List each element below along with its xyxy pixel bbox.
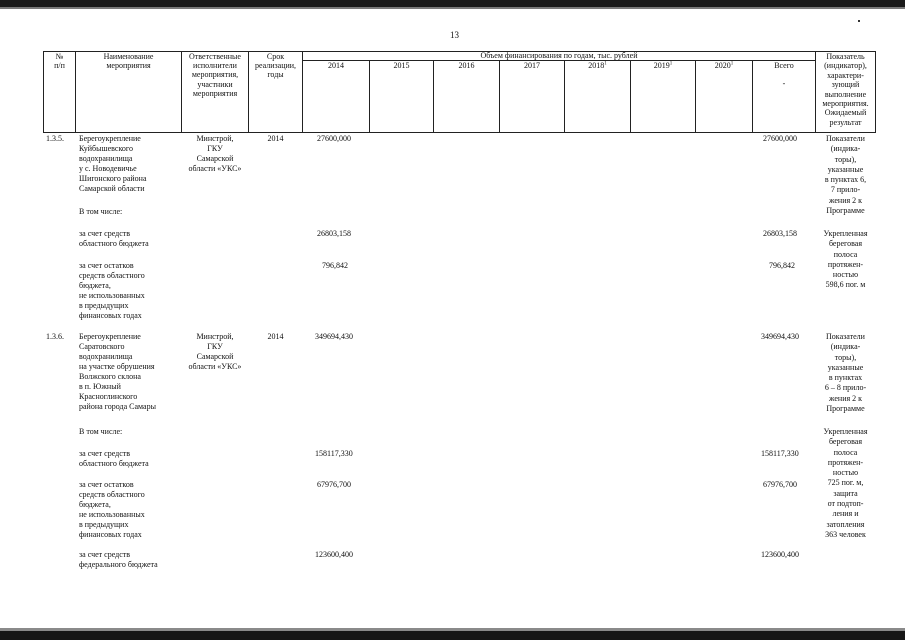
header-year-2019: 2019$^1$ [653,61,673,70]
col-border-2017 [499,60,500,133]
subrow-amount-total: 67976,700 [763,480,797,489]
row-amount-total: 349694,430 [761,332,799,341]
row-amount-total: 27600,000 [763,134,797,143]
row-including-label: В том числе: [79,427,123,436]
header-year-2020: 2020$^1$ [714,61,734,70]
col-border-2020 [695,60,696,133]
page-number: 13 [450,30,459,40]
scan-top-border [0,0,905,7]
subrow-name: за счет остатков средств областного бюджета, не использованных в предыдущих финансовых годах [79,261,145,320]
subrow-amount-2014: 123600,400 [315,550,353,559]
subrow-amount-2014: 158117,330 [315,449,353,458]
row-number: 1.3.5. [46,134,64,143]
header-name: Наименование мероприятия [103,52,154,71]
col-border-2019 [630,60,631,133]
row-amount-2014: 349694,430 [315,332,353,341]
header-funding-title: Объем финансирования по годам, тыс. рублей [480,51,638,60]
row-name: Берегоукрепление Куйбышевского водохранилища у с. Новодевичье Шигонского района Самарской области [79,134,147,193]
header-total: Всего - [774,61,794,89]
col-border-2015 [369,60,370,133]
row-responsible: Минстрой, ГКУ Самарской области «УКС» [188,332,242,371]
row-amount-2014: 27600,000 [317,134,351,143]
subrow-amount-total: 158117,330 [761,449,799,458]
header-no: № п/п [54,52,65,71]
row-name: Берегоукрепление Саратовского водохранилища на участке обрушения Волжского склона в п. Южный Красноглинского района города Самары [79,332,156,411]
row-responsible: Минстрой, ГКУ Самарской области «УКС» [188,134,242,173]
row-term: 2014 [267,332,284,341]
row-including-label: В том числе: [79,207,123,216]
row-number: 1.3.6. [46,332,64,341]
row-indicator: Показатели (индика- торы), указанные в пунктах 6 – 8 прило- жения 2 к Программе [824,332,867,414]
subrow-amount-2014: 67976,700 [317,480,351,489]
footnote-mark: 1 [669,61,673,67]
subrow-amount-total: 796,842 [769,261,795,270]
header-year-2015: 2015 [393,61,410,70]
subrow-amount-total: 26803,158 [763,229,797,238]
header-indicator: Показатель (индикатор), характери- зующий выполнение мероприятия. Ожидаемый результат [822,52,869,127]
scan-top-shadow [0,7,905,9]
subrow-name: за счет средств областного бюджета [79,449,149,468]
footnote-mark: 1 [604,61,607,67]
header-year-2018: 2018$^1$ [588,61,607,70]
subrow-name: за счет средств федерального бюджета [79,550,158,569]
footnote-mark: 1 [730,61,734,67]
header-resp: Ответственные исполнители мероприятия, участники мероприятия [189,52,241,98]
scan-speck [858,20,860,22]
header-year-2016: 2016 [458,61,475,70]
scan-bottom-border [0,631,905,640]
subrow-amount-2014: 796,842 [322,261,348,270]
col-border-right [875,51,876,133]
header-term: Срок реализации, годы [254,52,297,80]
row-term: 2014 [267,134,284,143]
subrow-amount-2014: 26803,158 [317,229,351,238]
header-year-2017: 2017 [524,61,540,70]
row-indicator: Показатели (индика- торы), указанные в пунктах 6, 7 прило- жения 2 к Программе [824,134,867,216]
row-expected-result: Укрепленная береговая полоса протяжен- ностью 725 пог. м, защита от подтоп- ления и затопления 363 человек [823,427,868,539]
row-expected-result: Укрепленная береговая полоса протяжен- ностью 598,6 пог. м [823,229,868,290]
subrow-amount-total: 123600,400 [761,550,799,559]
subrow-name: за счет средств областного бюджета [79,229,149,248]
col-border-2018 [564,60,565,133]
header-year-2014: 2014 [328,61,344,70]
subrow-name: за счет остатков средств областного бюджета, не использованных в предыдущих финансовых годах [79,480,145,539]
col-border-2016 [433,60,434,133]
